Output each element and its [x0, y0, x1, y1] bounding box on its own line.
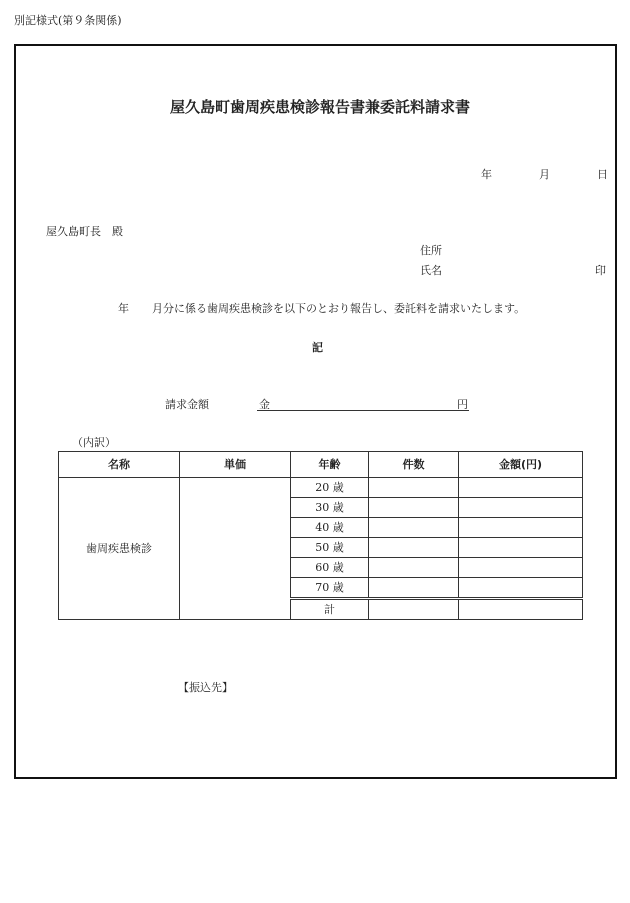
- document-title: 屋久島町歯周疾患検診報告書兼委託料請求書: [169, 98, 470, 116]
- date-year-label: 年: [481, 168, 492, 181]
- document-frame: [14, 44, 617, 779]
- age-cell: 50 歳: [291, 538, 369, 558]
- transfer-destination-label: 【振込先】: [178, 681, 233, 694]
- amount-cell[interactable]: [459, 498, 583, 518]
- statement-text: 月分に係る歯周疾患検診を以下のとおり報告し、委託料を請求いたします。: [152, 302, 526, 315]
- form-label: 別記様式(第９条関係): [14, 14, 122, 27]
- header-name: 名称: [59, 452, 180, 478]
- header-age: 年齢: [291, 452, 369, 478]
- address-label: 住所: [420, 244, 442, 257]
- count-cell[interactable]: [369, 538, 459, 558]
- ki-label: 記: [312, 341, 323, 354]
- amount-cell[interactable]: [459, 558, 583, 578]
- amount-cell[interactable]: [459, 578, 583, 599]
- seal-label: 印: [595, 264, 606, 277]
- amount-cell[interactable]: [459, 518, 583, 538]
- header-amount: 金額(円): [459, 452, 583, 478]
- age-cell: 40 歳: [291, 518, 369, 538]
- claim-prefix: 金: [259, 398, 270, 411]
- count-cell[interactable]: [369, 478, 459, 498]
- age-cell: 30 歳: [291, 498, 369, 518]
- header-count: 件数: [369, 452, 459, 478]
- total-label-cell: 計: [291, 599, 369, 620]
- age-cell: 20 歳: [291, 478, 369, 498]
- count-cell[interactable]: [369, 578, 459, 599]
- date-day-label: 日: [597, 168, 608, 181]
- breakdown-label: （内訳）: [72, 436, 116, 449]
- header-unit-price: 単価: [180, 452, 291, 478]
- statement-year: 年: [118, 302, 129, 315]
- amount-cell[interactable]: [459, 478, 583, 498]
- claim-suffix: 円: [457, 398, 468, 411]
- count-cell[interactable]: [369, 498, 459, 518]
- age-cell: 60 歳: [291, 558, 369, 578]
- age-cell: 70 歳: [291, 578, 369, 599]
- total-amount-cell[interactable]: [459, 599, 583, 620]
- total-count-cell[interactable]: [369, 599, 459, 620]
- claim-amount-label: 請求金額: [165, 398, 209, 411]
- addressee: 屋久島町長 殿: [46, 225, 123, 238]
- table-header-row: [59, 452, 583, 478]
- amount-cell[interactable]: [459, 538, 583, 558]
- count-cell[interactable]: [369, 558, 459, 578]
- unit-price-cell[interactable]: [180, 478, 291, 620]
- claim-amount-underline: [257, 410, 469, 411]
- name-label: 氏名: [420, 264, 442, 277]
- count-cell[interactable]: [369, 518, 459, 538]
- breakdown-table: [58, 451, 583, 620]
- date-month-label: 月: [539, 168, 550, 181]
- item-name-cell: 歯周疾患検診: [59, 478, 180, 620]
- table-row: [59, 478, 583, 498]
